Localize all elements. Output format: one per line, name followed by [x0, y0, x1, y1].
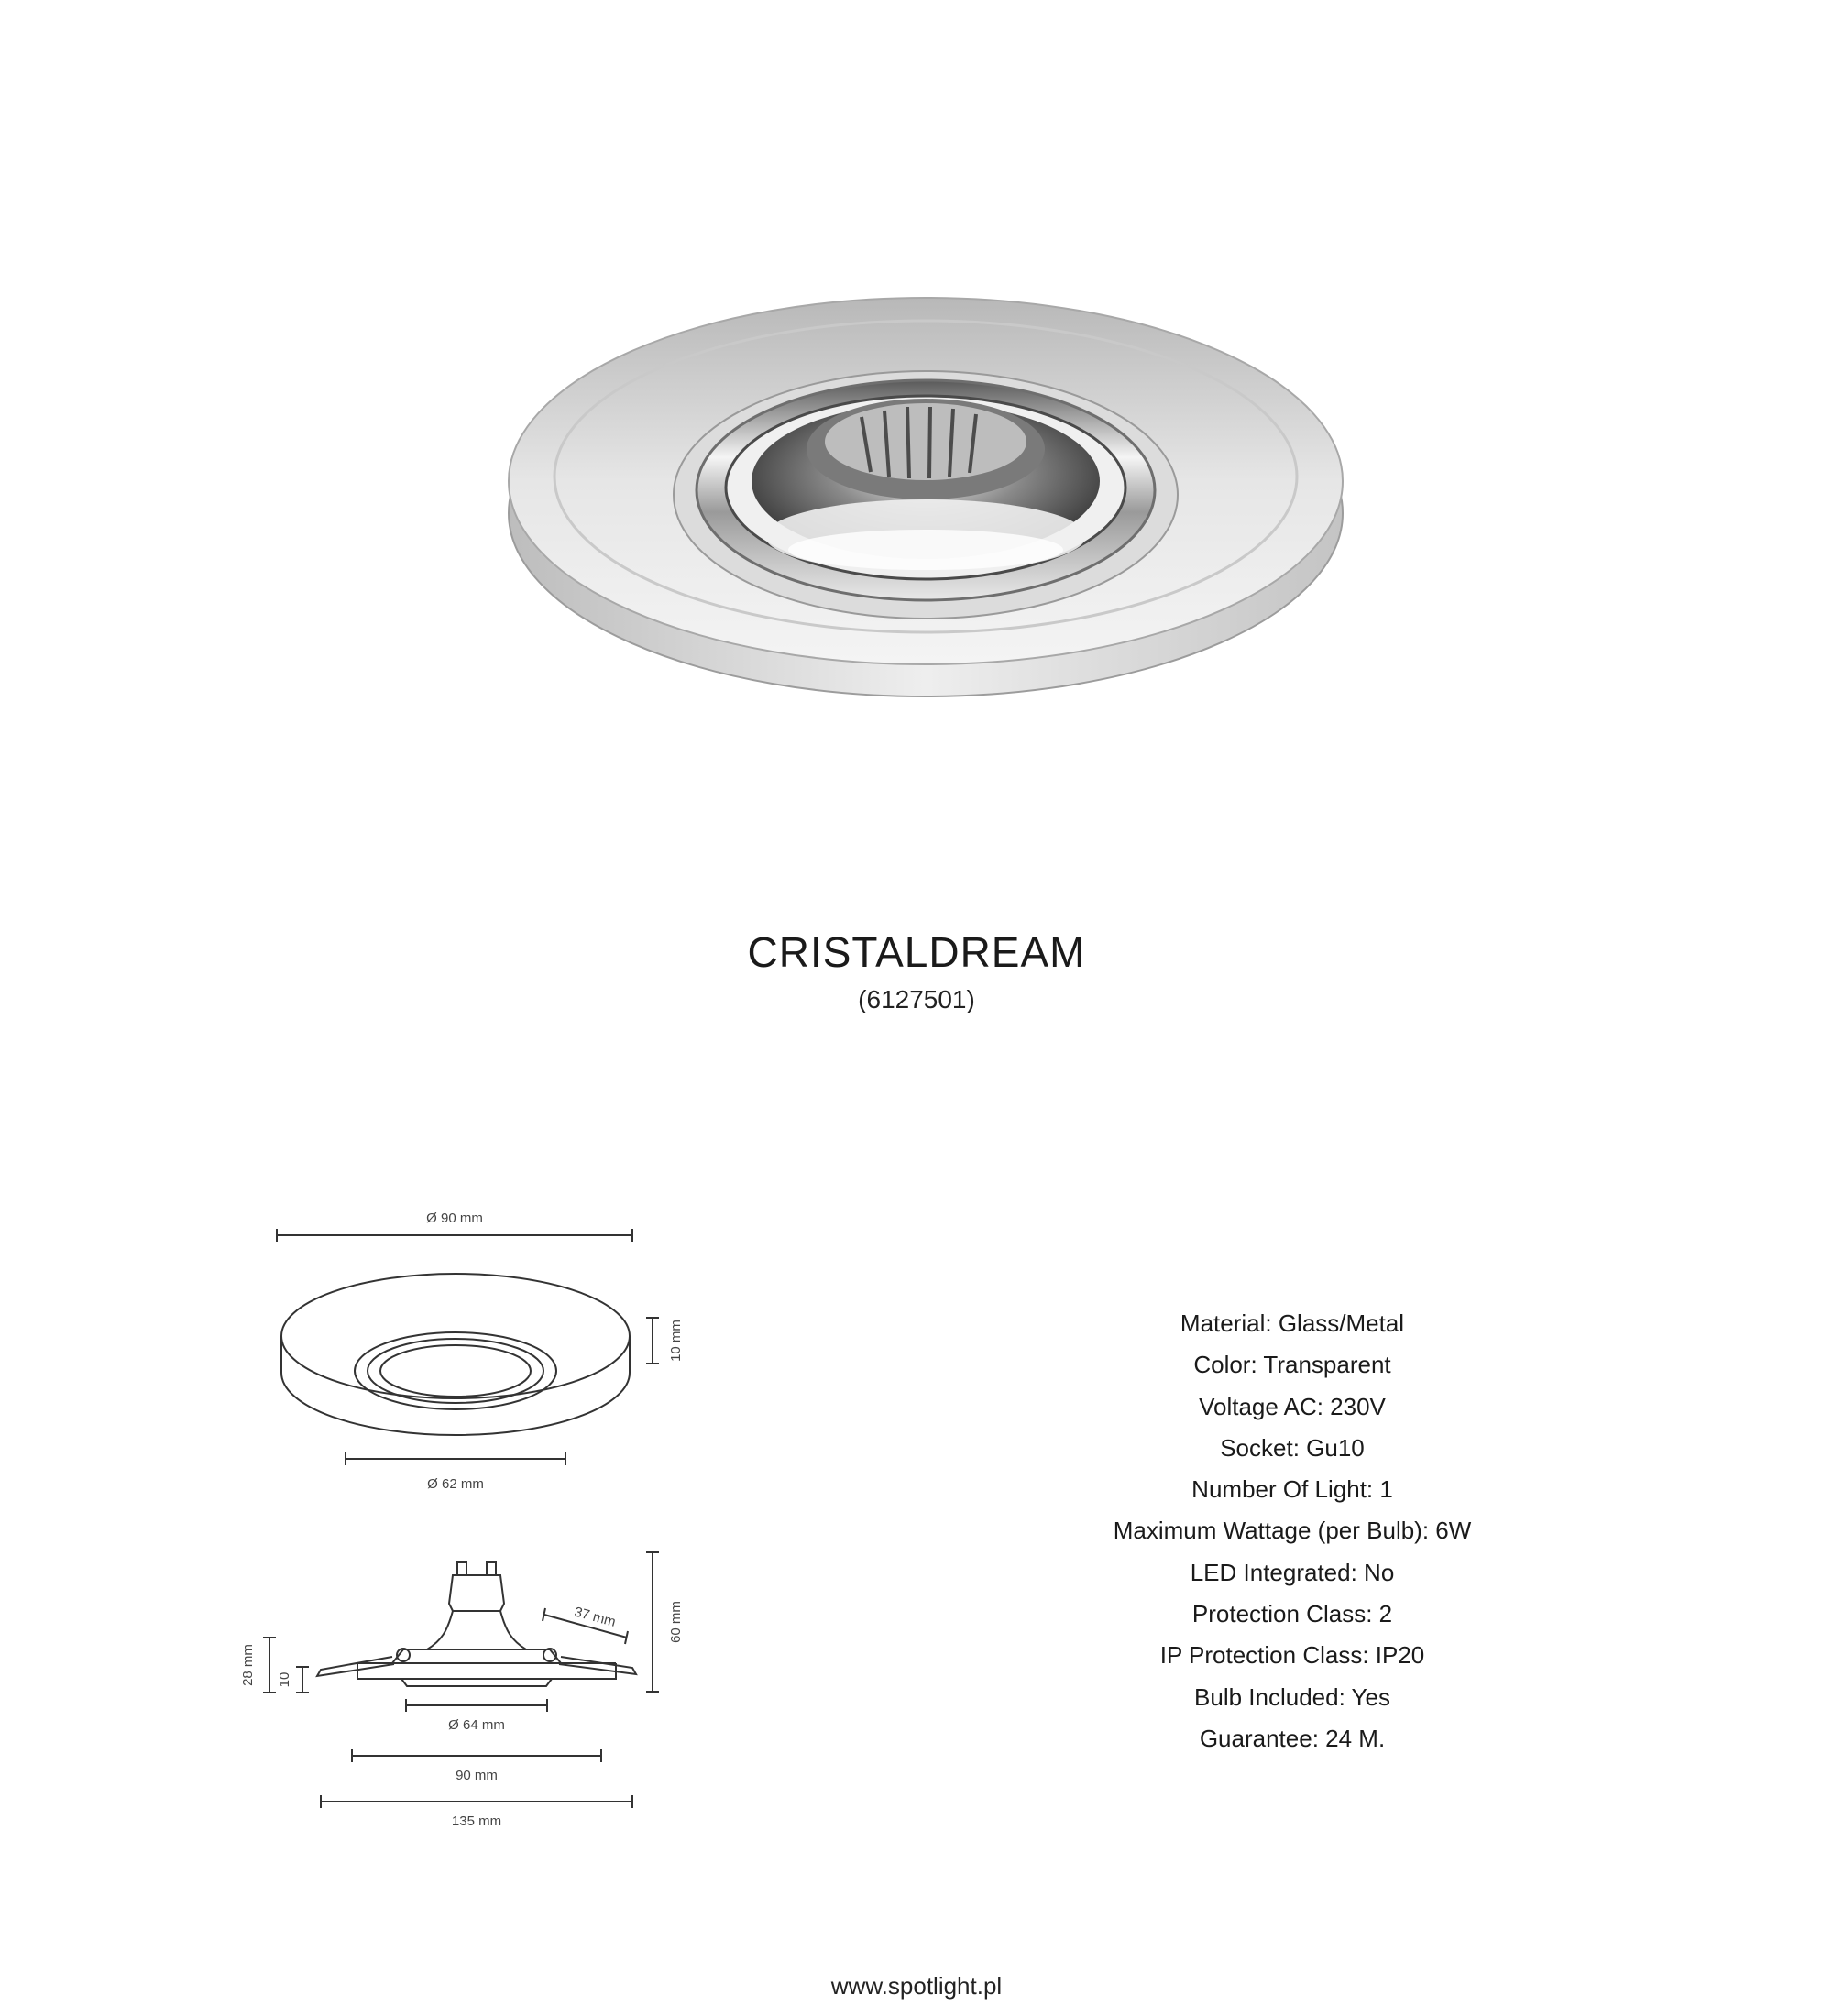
- dim-side-tilt-reach: 37 mm: [572, 1604, 618, 1630]
- dim-side-total-height: 60 mm: [668, 1601, 684, 1643]
- dim-side-diameter-cutout: Ø 64 mm: [448, 1717, 505, 1733]
- spec-material: Material: Glass/Metal: [1180, 1309, 1405, 1337]
- product-photo: [486, 247, 1366, 706]
- spec-bulb-included: Bulb Included: Yes: [1194, 1682, 1390, 1711]
- spec-voltage: Voltage AC: 230V: [1199, 1392, 1386, 1420]
- spec-color: Color: Transparent: [1193, 1351, 1391, 1379]
- spec-protection-class: Protection Class: 2: [1191, 1600, 1393, 1628]
- spec-socket: Socket: Gu10: [1220, 1433, 1365, 1462]
- dim-top-height: 10 mm: [668, 1320, 684, 1362]
- dim-side-width-body: 90 mm: [456, 1768, 498, 1783]
- dim-side-height-28: 28 mm: [240, 1644, 256, 1686]
- dim-side-height-10: 10: [277, 1671, 292, 1688]
- spec-ip-class: IP Protection Class: IP20: [1159, 1641, 1425, 1670]
- spec-guarantee: Guarantee: 24 M.: [1199, 1724, 1386, 1752]
- dim-top-diameter-outer: Ø 90 mm: [426, 1211, 483, 1226]
- dim-top-diameter-inner: Ø 62 mm: [427, 1476, 484, 1492]
- product-code: (6127501): [858, 985, 975, 1013]
- product-name: CRISTALDREAM: [747, 928, 1086, 976]
- footer-website[interactable]: www.spotlight.pl: [830, 1972, 1003, 2000]
- spec-led-integrated: LED Integrated: No: [1190, 1558, 1395, 1586]
- spec-max-wattage: Maximum Wattage (per Bulb): 6W: [1113, 1517, 1472, 1545]
- spec-list: [990, 1303, 1595, 1759]
- spec-number-of-light: Number Of Light: 1: [1191, 1475, 1393, 1504]
- dim-side-width-total: 135 mm: [451, 1813, 502, 1829]
- technical-drawing: [229, 1200, 742, 1860]
